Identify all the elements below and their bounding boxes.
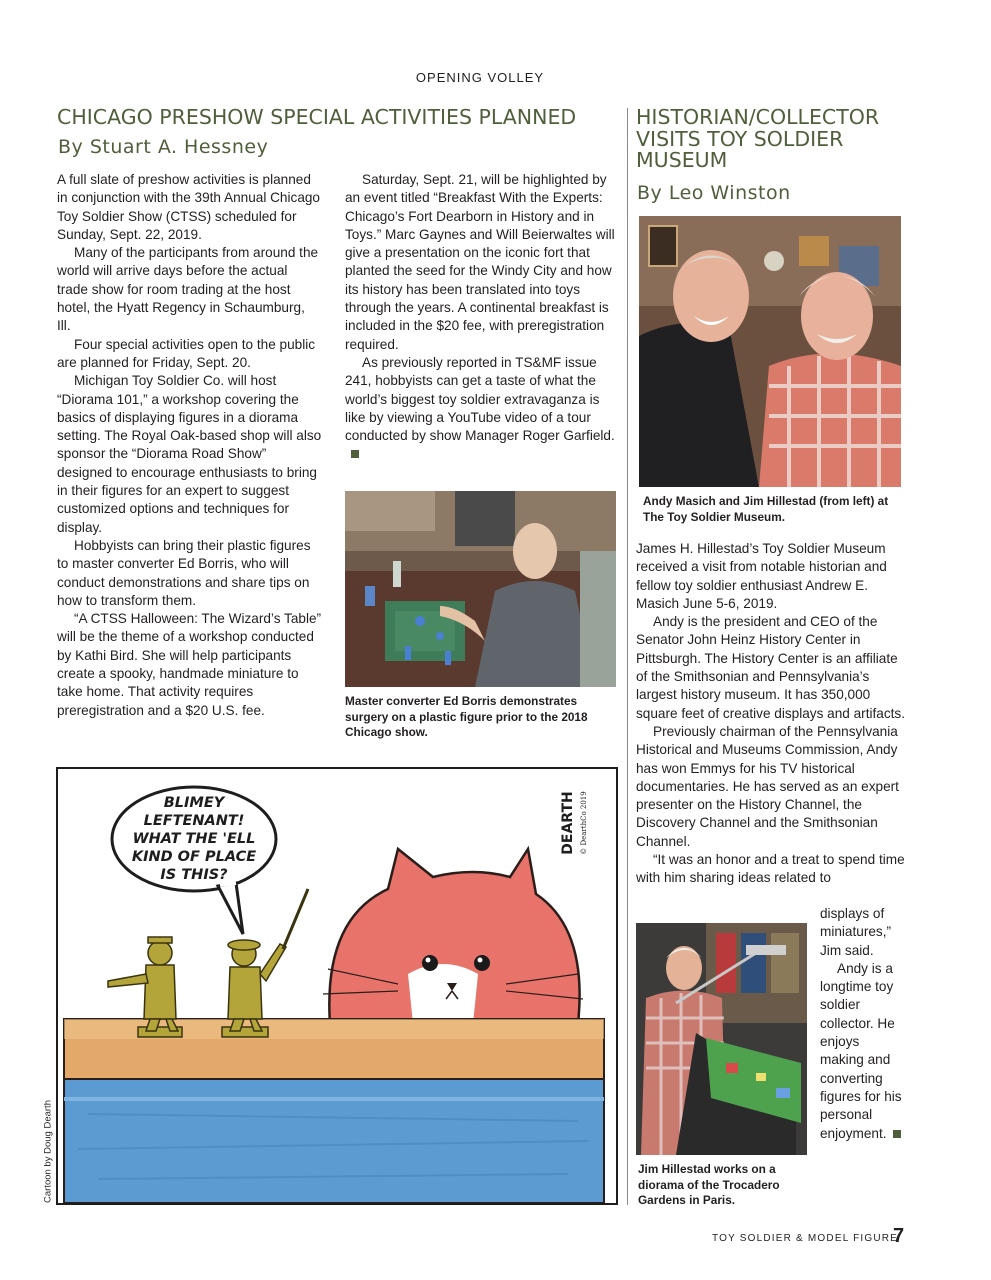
column-divider xyxy=(627,108,628,1205)
article-column-2 xyxy=(345,171,615,464)
title-line: HISTORIAN/COLLECTOR xyxy=(636,105,880,129)
section-label: OPENING VOLLEY xyxy=(415,70,545,85)
article-column-1 xyxy=(57,171,322,720)
article2-byline: By Leo Winston xyxy=(637,182,791,204)
paragraph: Andy is the president and CEO of the Senator John Heinz History Center in Pittsburgh. The History Center is an affiliate of the Smithsonian and Pennsylvania’s largest history museum. It has 350,000 square feet of creative displays and artifacts. xyxy=(636,614,905,721)
paragraph: Many of the participants from around the world will arrive days before the actual trade show for room trading at the host hotel, the Hyatt Regency in Schaumburg, Ill. xyxy=(57,245,319,334)
cartoon-panel xyxy=(56,767,618,1205)
cartoonist-signature xyxy=(558,789,578,859)
paragraph: Previously chairman of the Pennsylvania Historical and Museums Commission, Andy has won Emmys for his TV historical documentaries. He has served as an expert presenter on the History Channel, the Discovery Channel and the Smithsonian Channel. xyxy=(636,723,899,849)
speech-line: KIND OF PLACE xyxy=(131,849,257,865)
ed-borris-photo-caption: Master converter Ed Borris demonstrates surgery on a plastic figure prior to the 2018 Chicago show. xyxy=(345,694,588,739)
paragraph xyxy=(820,960,906,1143)
footer-publication: TOY SOLDIER & MODEL FIGURE xyxy=(712,1233,899,1244)
article-title: CHICAGO PRESHOW SPECIAL ACTIVITIES PLANNED xyxy=(57,105,577,129)
end-mark-icon xyxy=(351,450,359,458)
paragraph: “A CTSS Halloween: The Wizard’s Table” will be the theme of a workshop conducted by Kathi Bird. She will help participants create a spooky, handmade miniature to take home. That activity requires preregistration and a $20 U.S. fee. xyxy=(57,611,322,718)
paragraph-text: Andy is a longtime toy soldier collector. He enjoys making and converting figures for his personal enjoyment. xyxy=(820,960,902,1141)
paragraph: Michigan Toy Soldier Co. will host “Diorama 101,” a workshop covering the basics of displaying figures in a diorama setting. The Royal Oak-based shop will also sponsor the “Diorama Road Show” designed to encourage enthusiasts to bring in their figures for an expert to suggest customized options and techniques for display. xyxy=(57,373,322,535)
copyright-text: © DearthCo 2019 xyxy=(580,791,588,855)
speech-line: LEFTENANT! xyxy=(143,813,245,829)
cartoon-copyright xyxy=(578,789,590,859)
masich-hillestad-photo xyxy=(639,216,901,487)
end-mark-icon xyxy=(893,1130,901,1138)
paragraph-text: As previously reported in TS&MF issue 241, hobbyists can get a taste of what the world’s biggest toy soldier extravaganza is like by viewing a YouTube video of a tour conducted by show Manager Roger Garfield. xyxy=(345,354,615,444)
paragraph: Four special activities open to the public are planned for Friday, Sept. 20. xyxy=(57,336,316,370)
signature-text: DEARTH xyxy=(560,791,576,855)
hillestad-diorama-photo-caption: Jim Hillestad works on a diorama of the Trocadero Gardens in Paris. xyxy=(638,1162,780,1207)
paragraph: displays of miniatures,” Jim said. xyxy=(820,906,892,958)
cartoon-credit xyxy=(40,1100,56,1205)
article2-wrap-column xyxy=(820,905,906,1143)
paragraph: A full slate of preshow activities is planned in conjunction with the 39th Annual Chicago Toy Soldier Show (CTSS) scheduled for Sunday, Sept. 22, 2019. xyxy=(57,172,320,242)
cartoon-credit-text: Cartoon by Doug Dearth xyxy=(42,1100,54,1203)
paragraph: Hobbyists can bring their plastic figures to master converter Ed Borris, who will conduct demonstrations and share tips on how to transform them. xyxy=(57,537,311,608)
paragraph: James H. Hillestad’s Toy Soldier Museum received a visit from notable historian and fellow toy soldier enthusiast Andrew E. Masich June 5-6, 2019. xyxy=(636,541,887,611)
article2-title xyxy=(636,107,936,172)
title-line: VISITS TOY SOLDIER xyxy=(636,126,844,151)
masich-hillestad-photo-caption: Andy Masich and Jim Hillestad (from left) at The Toy Soldier Museum. xyxy=(643,494,889,524)
title-line: MUSEUM xyxy=(636,148,728,172)
hillestad-diorama-photo xyxy=(636,923,807,1155)
speech-line: BLIMEY xyxy=(163,795,225,811)
speech-line: IS THIS? xyxy=(160,867,228,883)
paragraph xyxy=(345,354,615,464)
speech-line: WHAT THE 'ELL xyxy=(132,831,256,847)
paragraph: “It was an honor and a treat to spend time with him sharing ideas related to xyxy=(636,852,905,886)
article2-body xyxy=(636,540,906,888)
page-number: 7 xyxy=(893,1225,905,1247)
paragraph: Saturday, Sept. 21, will be highlighted by an event titled “Breakfast With the Experts: Chicago’s Fort Dearborn in History and in Toys.” Marc Gaynes and Will Beierwaltes will give a presentation on the iconic fort that planted the seed for the Windy City and how its history has been translated into toys through the years. A continental breakfast is included in the $20 fee, with preregistration required. xyxy=(345,172,615,352)
article-byline: By Stuart A. Hessney xyxy=(58,136,269,158)
speech-bubble-text xyxy=(112,794,276,884)
ed-borris-photo xyxy=(345,491,616,687)
